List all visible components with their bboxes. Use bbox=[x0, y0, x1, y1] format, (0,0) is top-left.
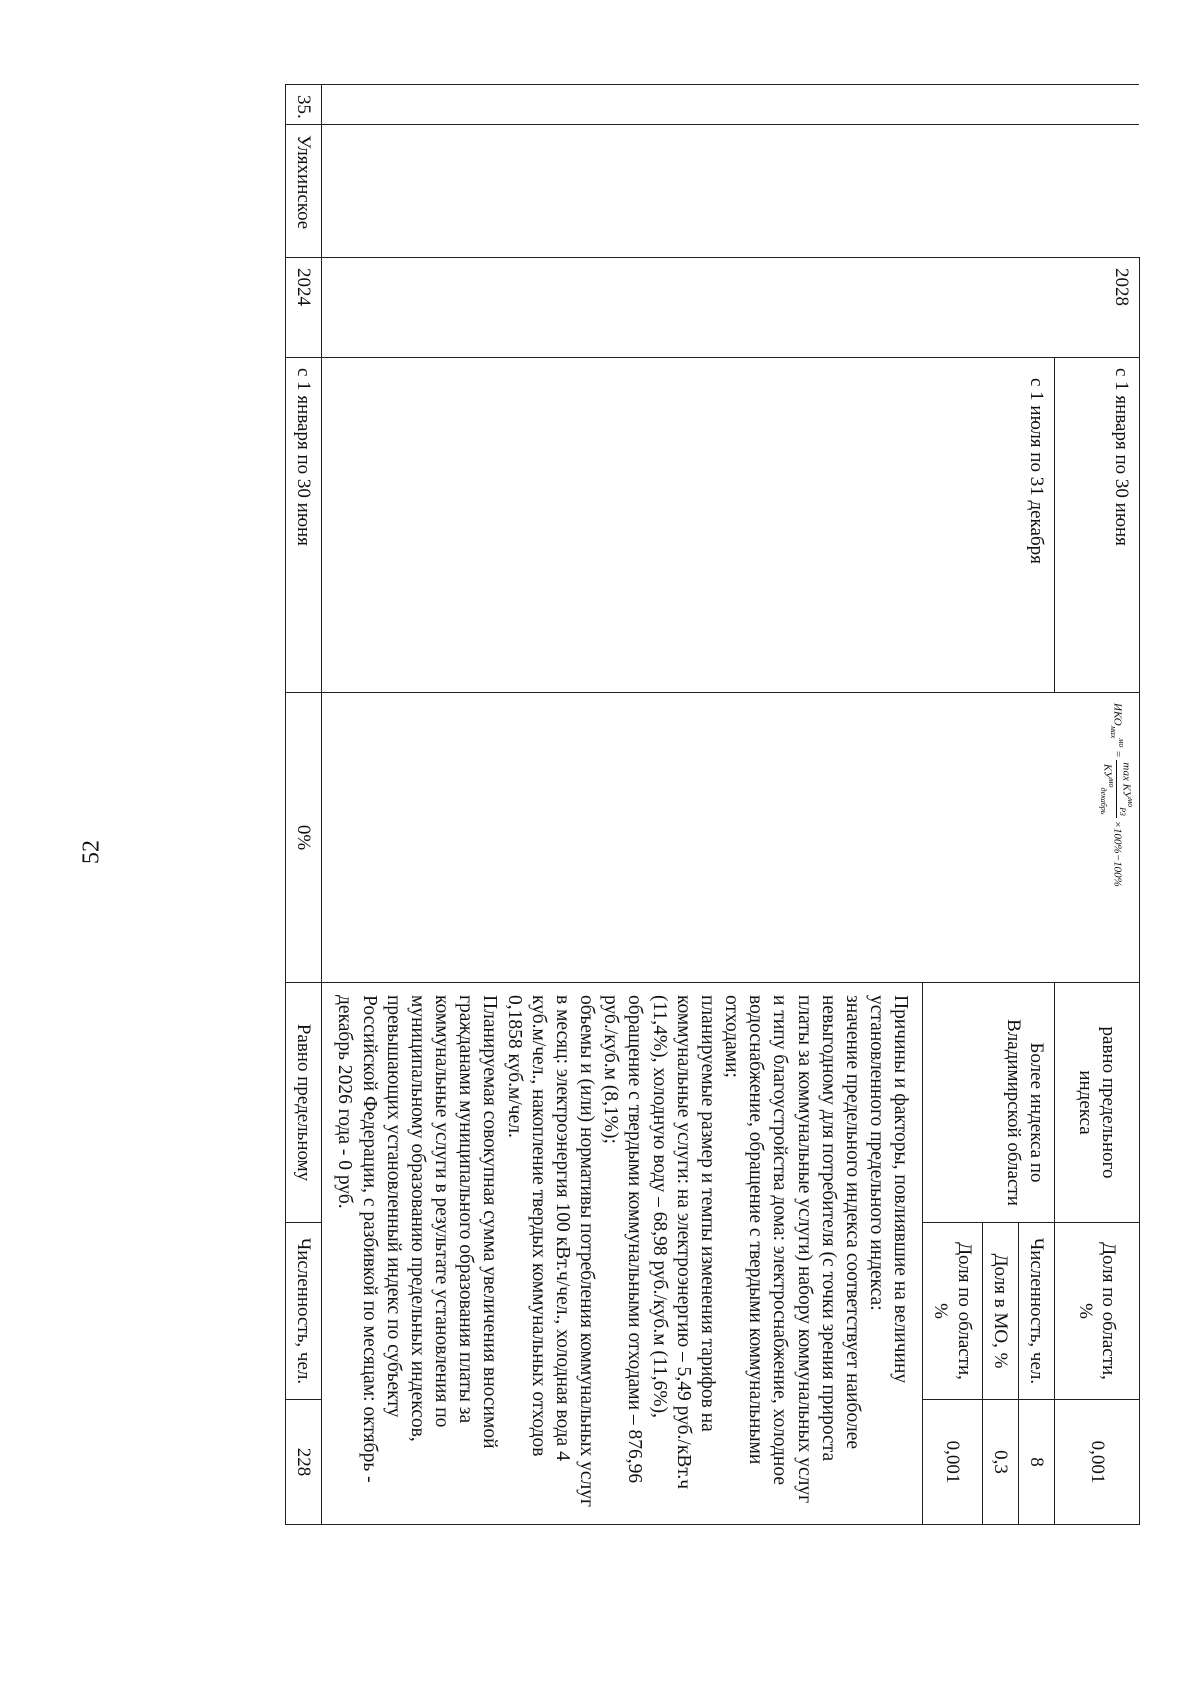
number-cell-empty bbox=[322, 85, 923, 125]
metric-label: Доля по области, % bbox=[1075, 1242, 1120, 1380]
metric-value: 0,001 bbox=[942, 1440, 964, 1484]
year-cell-empty bbox=[1018, 258, 1054, 358]
reasons-paragraph: значение предельного индекса соответствует наиболее невыгодному для потребителя (с точки зрения прироста платы за коммунальные услуги) набору коммунальных услуг и типу благоустройства дома: электроснабжение, холодное водоснабжение, обращение с твердыми коммунальными отходами; bbox=[721, 995, 863, 1504]
year-cell bbox=[286, 258, 322, 358]
period-text: с 1 января по 30 июня bbox=[293, 368, 315, 546]
period-cell-empty bbox=[322, 358, 923, 693]
year-cell-empty bbox=[923, 258, 982, 358]
metric-value: 0,001 bbox=[1086, 1440, 1108, 1484]
formula-fraction: тах $КУ^{мо}_{РЗ}$ $КУ^{мо}_{декабрь}$ bbox=[1099, 762, 1135, 816]
number-cell-empty bbox=[982, 85, 1018, 125]
reasons-cell bbox=[322, 983, 923, 1525]
name-cell-empty bbox=[1018, 125, 1054, 258]
metric-value-cell bbox=[1055, 1400, 1140, 1525]
row-number: 35. bbox=[293, 95, 315, 119]
table-row bbox=[1055, 85, 1140, 1525]
period-cell bbox=[286, 358, 322, 693]
rotated-table-wrapper bbox=[180, 84, 1140, 1524]
name-cell-empty bbox=[982, 125, 1018, 258]
formula-cell-empty bbox=[322, 693, 923, 983]
name-cell-empty bbox=[322, 125, 923, 258]
metric-label: Доля по области, % bbox=[930, 1242, 975, 1380]
reasons-paragraph: объемы и (или) нормативы потребления коммунальных услуг в месяц: электроэнергия 100 кВт.ч/чел., холодная вода 4 куб.м/чел., накопление твердых коммунальных отходов 0,1858 куб.м/чел. bbox=[503, 995, 598, 1508]
formula-left: ИКО bbox=[1111, 703, 1124, 726]
formula-cell bbox=[923, 693, 1140, 983]
percent-value: 0% bbox=[293, 824, 315, 851]
metric-label-cell bbox=[982, 1223, 1018, 1400]
number-cell-empty bbox=[1018, 85, 1054, 125]
period-text: с 1 января по 30 июня bbox=[1111, 368, 1132, 546]
label-above: Более индекса по Владимирской области bbox=[1002, 1019, 1047, 1206]
metric-label: Численность, чел. bbox=[293, 1237, 315, 1385]
label-equal: равно предельного индекса bbox=[1075, 1026, 1120, 1179]
tariff-index-table bbox=[285, 84, 1140, 1525]
metric-label-cell bbox=[923, 1223, 982, 1400]
number-cell bbox=[286, 85, 322, 125]
label-equal-cell bbox=[1055, 983, 1140, 1223]
formula: $ИКО_{мах}^{мо}$ = тах $КУ^{мо}_{РЗ}$ $КУ^{мо}_{декабрь}$ ×100%−100% bbox=[1099, 703, 1135, 887]
metric-value-cell bbox=[923, 1400, 982, 1525]
metric-value-cell bbox=[1018, 1400, 1054, 1525]
name-cell-empty bbox=[1055, 125, 1140, 258]
table-row bbox=[322, 85, 923, 1525]
metric-label-cell bbox=[1055, 1223, 1140, 1400]
label-above-cell bbox=[923, 983, 1055, 1223]
number-cell-empty bbox=[923, 85, 982, 125]
year-text: 2024 bbox=[293, 268, 315, 306]
period-text: с 1 июля по 31 декабря bbox=[1026, 378, 1047, 564]
metric-value: 0,3 bbox=[989, 1450, 1011, 1474]
metric-value-cell bbox=[982, 1400, 1018, 1525]
metric-value: 228 bbox=[293, 1447, 315, 1477]
period-cell-1 bbox=[1055, 358, 1140, 693]
year-cell-empty bbox=[982, 258, 1018, 358]
metric-label-cell bbox=[1018, 1223, 1054, 1400]
period-cell-2 bbox=[923, 358, 1055, 693]
metric-value-cell bbox=[286, 1400, 322, 1525]
percent-cell bbox=[286, 693, 322, 983]
name-cell-empty bbox=[923, 125, 982, 258]
year-text: 2028 bbox=[1111, 268, 1132, 306]
metric-value: 8 bbox=[1026, 1457, 1047, 1467]
formula-tail: ×100%−100% bbox=[1111, 820, 1124, 887]
reasons-paragraph: Причины и факторы, повлиявшие на величину установленного предельного индекса: bbox=[866, 995, 912, 1384]
name-cell bbox=[286, 125, 322, 258]
label-equal: Равно предельному bbox=[293, 1023, 315, 1182]
year-cell-empty bbox=[322, 258, 923, 358]
label-equal-cell bbox=[286, 983, 322, 1223]
reasons-paragraph: Планируемая совокупная сумма увеличения вносимой гражданами муниципального образования платы за коммунальные услуги в результате установления по муниципальному образованию предельных индексов, превышающих установленный индекс по субъекту Российской Федерации, с разбивкой по месяцам: октябрь - декабрь 2026 года - 0 руб. bbox=[334, 995, 501, 1483]
municipality-name: Уляхинское bbox=[293, 135, 315, 230]
metric-label: Численность, чел. bbox=[1026, 1237, 1047, 1385]
metric-label: Доля в МО, % bbox=[989, 1253, 1011, 1369]
metric-label-cell bbox=[286, 1223, 322, 1400]
year-cell bbox=[1055, 258, 1140, 358]
reasons-paragraph: планируемые размер и темпы изменения тарифов на коммунальные услуги: на электроэнергию – 5,49 руб./кВт.ч (11,4%), холодную воду – 68,98 руб./куб.м (11,6%), обращение с твердыми коммунальными отходами – 876,96 руб./куб.м (8,1%); bbox=[600, 995, 718, 1490]
page-number: 52 bbox=[78, 840, 105, 864]
table-row bbox=[286, 85, 322, 1525]
number-cell-empty bbox=[1055, 85, 1140, 125]
